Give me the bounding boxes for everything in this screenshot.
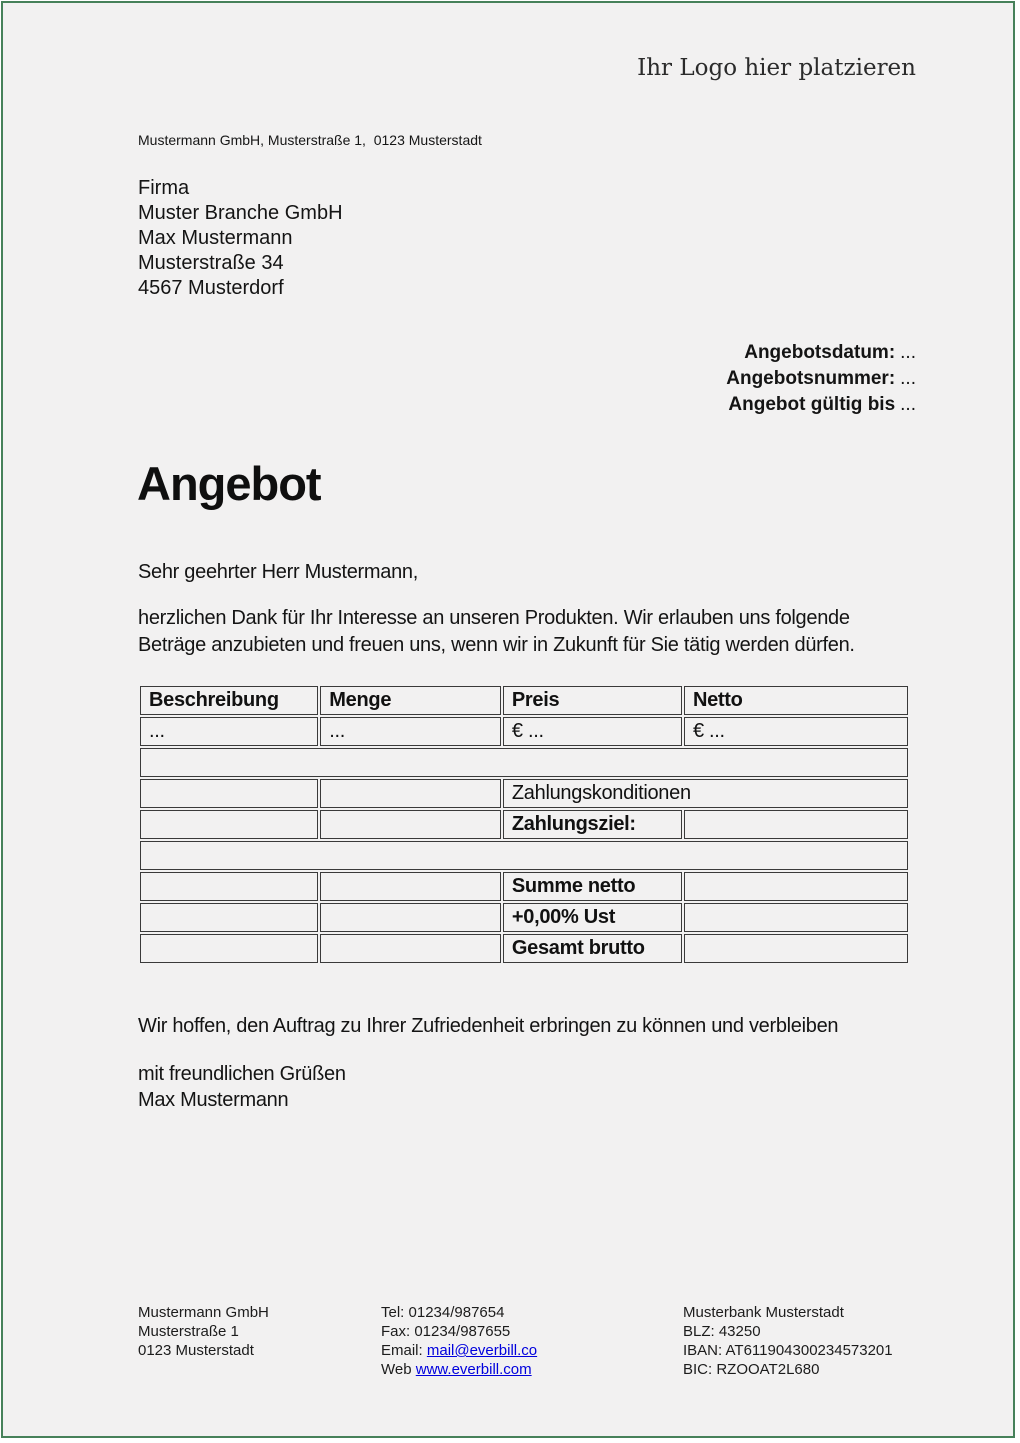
- footer-web-label: Web: [381, 1361, 412, 1378]
- footer-email-link[interactable]: mail@everbill.co: [426, 1342, 538, 1359]
- signoff-block: [138, 1062, 346, 1113]
- empty-cell: [320, 903, 501, 932]
- spacer-row: [140, 748, 908, 777]
- footer-company-street: Musterstraße 1: [138, 1323, 239, 1340]
- empty-cell: [320, 872, 501, 901]
- footer-web-row: [381, 1360, 537, 1379]
- vat-row: [140, 903, 908, 932]
- intro-line: herzlichen Dank für Ihr Interesse an unseren Produkten. Wir erlauben uns folgende: [138, 607, 850, 629]
- offer-number-label: Angebotsnummer:: [726, 368, 896, 389]
- spacer-cell: [140, 748, 908, 777]
- footer-company-column: [138, 1303, 269, 1360]
- footer-contact-column: [381, 1303, 537, 1379]
- footer-bank-blz: BLZ: 43250: [683, 1323, 761, 1340]
- offer-valid-until-value: ...: [900, 394, 916, 415]
- offer-date-label: Angebotsdatum:: [744, 342, 896, 363]
- recipient-line: Musterstraße 34: [138, 252, 284, 274]
- payment-conditions-row: [140, 779, 908, 808]
- footer-bank-bic: BIC: RZOOAT2L680: [683, 1361, 820, 1378]
- item-row: [140, 717, 908, 746]
- payment-target-value-cell: [684, 810, 908, 839]
- footer-bank-iban: IBAN: AT611904300234573201: [683, 1342, 893, 1359]
- sum-net-label-cell: Summe netto: [503, 872, 682, 901]
- footer-tel: Tel: 01234/987654: [381, 1304, 505, 1321]
- offer-items-table: [138, 684, 910, 965]
- footer-bank-column: [683, 1303, 893, 1379]
- recipient-line: Max Mustermann: [138, 227, 293, 249]
- total-row: [140, 934, 908, 963]
- intro-line: Beträge anzubieten und freuen uns, wenn wir in Zukunft für Sie tätig werden dürfen.: [138, 634, 855, 656]
- sum-net-value-cell: [684, 872, 908, 901]
- total-value-cell: [684, 934, 908, 963]
- signoff-signature: Max Mustermann: [138, 1088, 289, 1111]
- sum-net-row: [140, 872, 908, 901]
- vat-value-cell: [684, 903, 908, 932]
- footer-web-link[interactable]: www.everbill.com: [415, 1361, 532, 1378]
- empty-cell: [140, 779, 318, 808]
- item-net-cell: € ...: [684, 717, 908, 746]
- spacer-cell: [140, 841, 908, 870]
- recipient-line: Firma: [138, 177, 190, 199]
- empty-cell: [140, 810, 318, 839]
- footer-bank-name: Musterbank Musterstadt: [683, 1304, 844, 1321]
- header-cell-menge: Menge: [320, 686, 501, 715]
- recipient-address-block: [138, 176, 343, 301]
- empty-cell: [320, 934, 501, 963]
- empty-cell: [140, 872, 318, 901]
- offer-valid-until-row: [726, 392, 916, 418]
- recipient-line: 4567 Musterdorf: [138, 277, 284, 299]
- offer-number-row: [726, 366, 916, 392]
- footer-company-name: Mustermann GmbH: [138, 1304, 269, 1321]
- sender-return-address-line: Mustermann GmbH, Musterstraße 1, 0123 Musterstadt: [138, 132, 482, 148]
- offer-meta-block: [726, 340, 916, 418]
- item-quantity-cell: ...: [320, 717, 501, 746]
- payment-target-row: [140, 810, 908, 839]
- closing-hope-line: Wir hoffen, den Auftrag zu Ihrer Zufriedenheit erbringen zu können und verbleiben: [138, 1015, 839, 1037]
- empty-cell: [320, 810, 501, 839]
- footer-company-city: 0123 Musterstadt: [138, 1342, 254, 1359]
- payment-target-cell: Zahlungsziel:: [503, 810, 682, 839]
- signoff-regards: mit freundlichen Grüßen: [138, 1063, 346, 1085]
- empty-cell: [140, 903, 318, 932]
- footer-fax: Fax: 01234/987655: [381, 1323, 511, 1340]
- item-price-cell: € ...: [503, 717, 682, 746]
- item-description-cell: ...: [140, 717, 318, 746]
- footer-email-label: Email:: [381, 1342, 423, 1359]
- logo-placeholder-text: Ihr Logo hier platzieren: [637, 55, 916, 81]
- footer-email-row: [381, 1341, 537, 1360]
- offer-valid-until-label: Angebot gültig bis: [728, 394, 896, 415]
- total-label-cell: Gesamt brutto: [503, 934, 682, 963]
- header-cell-netto: Netto: [684, 686, 908, 715]
- document-title: Angebot: [137, 457, 321, 510]
- offer-date-row: [726, 340, 916, 366]
- header-cell-preis: Preis: [503, 686, 682, 715]
- header-cell-beschreibung: Beschreibung: [140, 686, 318, 715]
- empty-cell: [320, 779, 501, 808]
- empty-cell: [140, 934, 318, 963]
- offer-number-value: ...: [900, 368, 916, 389]
- vat-label-cell: +0,00% Ust: [503, 903, 682, 932]
- intro-paragraph: [138, 605, 855, 659]
- payment-conditions-cell: Zahlungskonditionen: [503, 779, 908, 808]
- offer-date-value: ...: [900, 342, 916, 363]
- table-header-row: [140, 686, 908, 715]
- recipient-line: Muster Branche GmbH: [138, 202, 343, 224]
- letter-page: [1, 1, 1015, 1438]
- spacer-row: [140, 841, 908, 870]
- salutation: Sehr geehrter Herr Mustermann,: [138, 561, 419, 583]
